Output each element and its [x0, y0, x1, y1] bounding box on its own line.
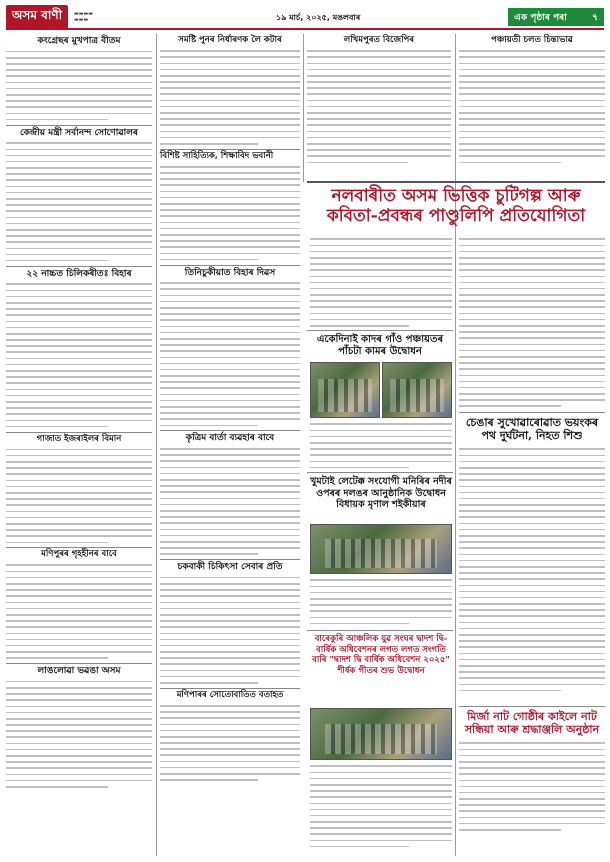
article-headline: লখিমপুৰত বিজেপিৰ — [343, 35, 415, 45]
news-photo — [382, 362, 452, 418]
article-headline: পঞ্চায়তী চলত চিন্তাভাৱ — [491, 35, 573, 45]
article-headline: কংগ্ৰেছৰ মুখপাত্ৰ বীতম — [37, 36, 121, 46]
date-line: ১৯ মার্চ, ২০২৫, মঙলবাৰ — [276, 13, 361, 22]
article-headline: লাঙলোৱা ভৱঙা অসম — [37, 666, 121, 677]
column-3-top — [307, 34, 451, 165]
banner-headline: নলবাৰীত অসম ভিত্তিক চুটিগল্প আৰু কবিতা-প্ৰবন্ধৰ পাণ্ডুলিপি প্ৰতিযোগিতা — [326, 186, 586, 226]
news-photo — [310, 362, 380, 418]
article-headline: মিৰ্জা নাট গোষ্ঠীৰ কাইলে নাট সন্ধিয়া আৰু শ্ৰদ্ধাঞ্জলি অনুষ্ঠান — [464, 710, 600, 736]
article-body — [6, 281, 152, 430]
banner-rule — [307, 181, 605, 183]
masthead — [6, 6, 604, 30]
article-body — [160, 703, 300, 783]
article-headline: কৃত্ৰিম বাৰ্তা ব্যৱহাৰ বাবে — [185, 433, 275, 444]
drama-story — [459, 710, 605, 833]
news-photo — [310, 708, 452, 760]
article-headline: চকবাকী চিকিৎসা সেবাৰ প্ৰতি — [177, 562, 283, 573]
article-body — [160, 446, 300, 557]
column-2 — [160, 34, 300, 783]
column-1 — [6, 34, 152, 790]
article-body — [160, 574, 300, 685]
article-body — [6, 140, 152, 264]
page-number: ৭ — [592, 12, 598, 23]
page-strip — [508, 8, 604, 26]
article-headline: মণিপুৰৰ গৃহহীনৰ বাবে — [41, 549, 117, 560]
newspaper-logo — [6, 6, 93, 28]
mid-story — [310, 334, 450, 358]
article-body — [6, 678, 152, 789]
banner-story — [310, 186, 602, 226]
article-body — [307, 48, 451, 166]
column-4 — [459, 34, 605, 165]
article-body — [160, 164, 300, 263]
article-headline: বিশিষ্ট সাহিত্যিক, শিক্ষাবিদ ভবানী — [160, 150, 274, 161]
article-headline: গাজাত ইজৰাইলৰ বিমান — [36, 433, 122, 444]
article-headline: তিনিচুকীয়াত বিহাৰ দিৱস — [184, 267, 276, 278]
article-body — [6, 562, 152, 661]
column-divider — [455, 34, 456, 856]
article-headline: ২২ নাচ্চত চিলিকৰীতঃ বিহাৰ — [26, 268, 132, 279]
article-body — [160, 280, 300, 429]
youth-story-body — [310, 763, 452, 850]
bridge-story — [310, 476, 452, 511]
article-headline: সমষ্টি পুনৰ নিৰ্ধাৰণক লৈ কটাৰ — [178, 35, 282, 45]
article-headline: একেদিনাই কাদৰ গাঁও পঞ্চায়তৰ পাঁচটা কামৰ উদ্বোধন — [316, 334, 444, 357]
column-divider — [303, 34, 304, 182]
article-body — [6, 446, 152, 545]
column-divider — [156, 34, 157, 856]
article-headline: খুমটাই লেটেক্ক সংযোগী মনিৰিৰ নদীৰ ওপৰৰ দলঙৰ আনুষ্ঠানিক উদ্বোধন বিধায়ক মৃণাল শইকীয়াৰ — [310, 476, 452, 510]
article-body — [6, 48, 152, 122]
mid-story-body — [310, 421, 452, 471]
article-headline: বাৰেকুৰি আঞ্চলিক যুৱ সংঘৰ দ্বাদশ দ্বি-বাৰ্ষিক অধিবেশনৰ লগত লগত সংগতি বাৰি "দ্বাদশ দ্বি বাৰ্ষিক অধিবেশন ২০২৫" শীৰ্ষক গীতৰ শুভ উদ্বোধন — [312, 634, 450, 676]
section-label: এক পৃষ্ঠাৰ পৰা — [514, 12, 567, 23]
article-headline: কেন্দ্ৰীয় মন্ত্ৰী সৰ্বানন্দ সোণোৱালৰ — [19, 127, 138, 138]
column-4-story — [459, 412, 605, 694]
article-headline: মণিপাৰৰ সোতোবাতিত বতাহত — [176, 689, 284, 700]
logo-tagline-icon: ▬▬▬▬ ▬▬▬ — [74, 11, 93, 23]
news-photo — [310, 524, 452, 574]
article-body — [459, 48, 605, 166]
banner-body-left — [310, 236, 452, 329]
logo-text: অসম বাণী — [6, 5, 68, 29]
article-headline: চেঙাৰ সুখোৱাৰোৱাত ভয়ংকৰ পথ দুৰ্ঘটনা, নিহত শিশু — [465, 416, 599, 442]
bridge-story-body — [310, 577, 452, 627]
banner-body-right — [459, 236, 605, 409]
article-body — [160, 48, 300, 147]
youth-story — [310, 634, 452, 676]
